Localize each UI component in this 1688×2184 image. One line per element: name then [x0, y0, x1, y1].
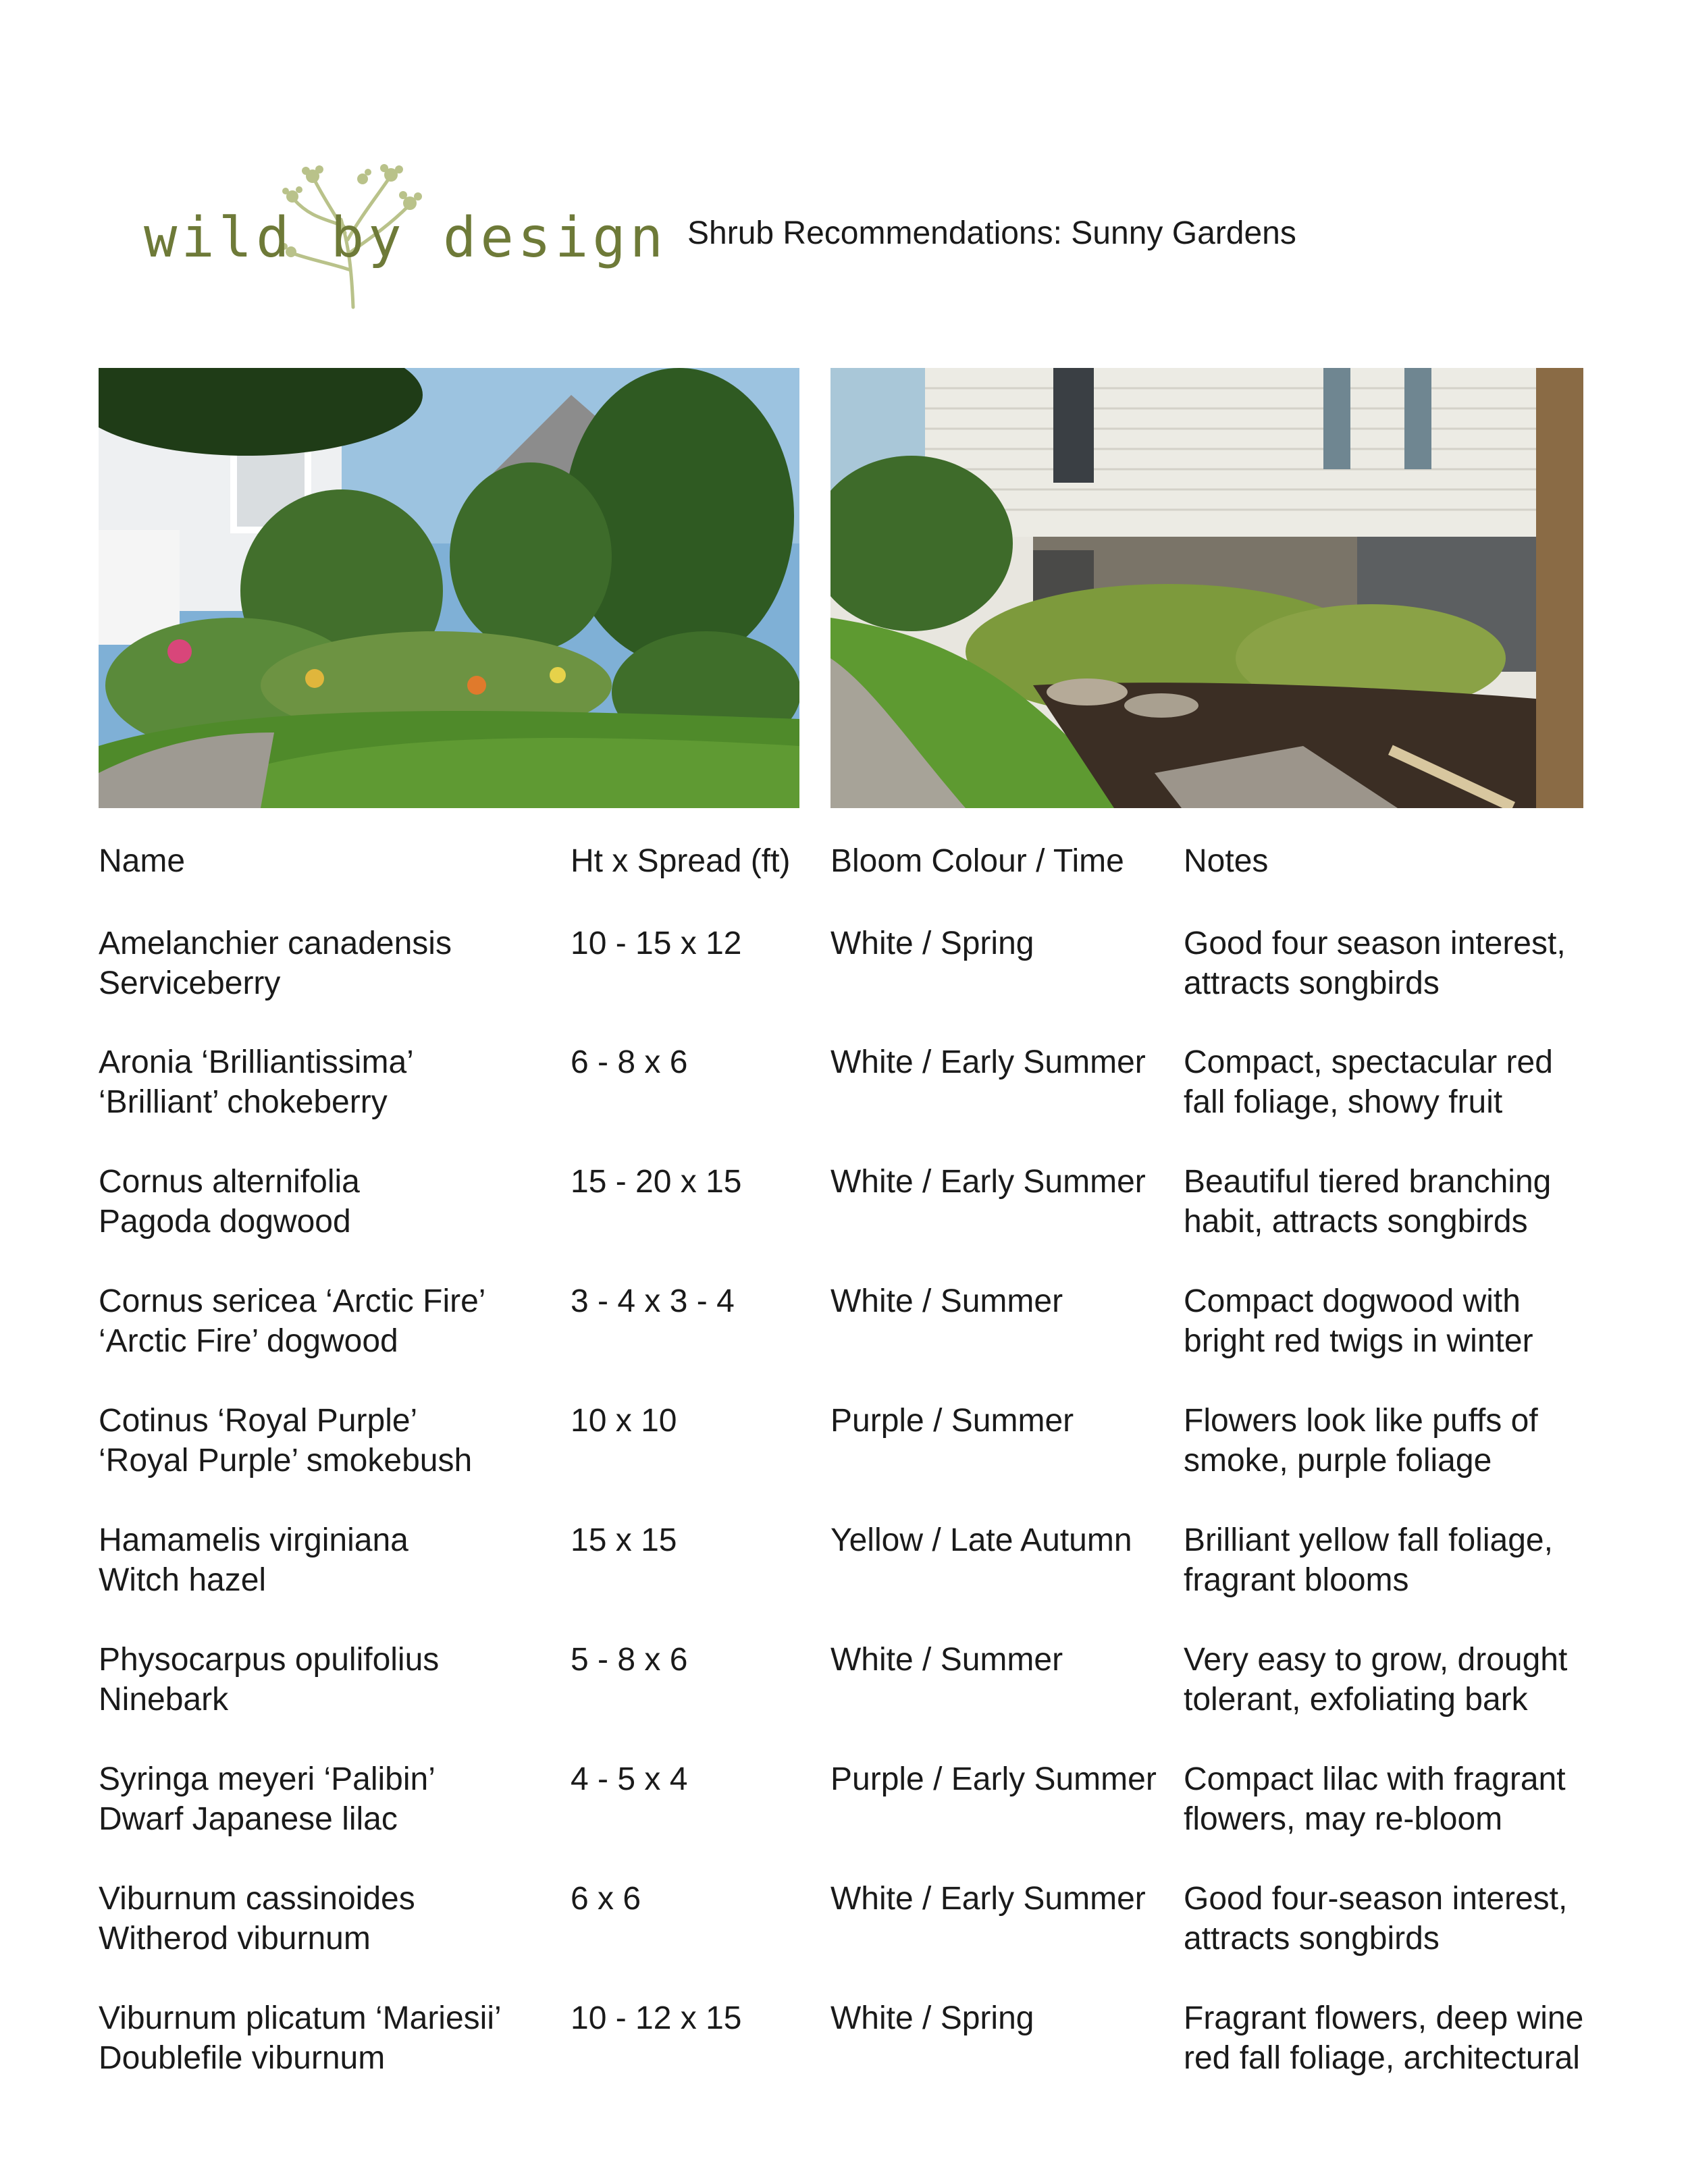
bloom-colour-time: White / Early Summer	[830, 1164, 1146, 1200]
notes-line: Fragrant flowers, deep wine	[1184, 2000, 1584, 2036]
bloom-colour-time: Yellow / Late Autumn	[830, 1522, 1132, 1558]
botanical-name: Viburnum plicatum ‘Mariesii’	[99, 2000, 502, 2036]
bloom-colour-time: White / Summer	[830, 1283, 1063, 1319]
brand-logo	[138, 152, 668, 314]
bloom-colour-time: White / Spring	[830, 926, 1034, 961]
common-name: Ninebark	[99, 1682, 229, 1717]
notes-line: red fall foliage, architectural	[1184, 2040, 1580, 2076]
front-garden-photo	[99, 368, 799, 808]
notes-line: Good four-season interest,	[1184, 1881, 1568, 1917]
notes	[1184, 1162, 1551, 1242]
page-title: Shrub Recommendations: Sunny Gardens	[687, 215, 1296, 251]
botanical-name: Physocarpus opulifolius	[99, 1642, 440, 1678]
notes	[1184, 924, 1566, 1003]
height-spread: 10 x 10	[571, 1403, 677, 1439]
notes-line: fragrant blooms	[1184, 1562, 1409, 1598]
botanical-name: Amelanchier canadensis	[99, 926, 452, 961]
botanical-name: Hamamelis virginiana	[99, 1522, 408, 1558]
notes-line: Beautiful tiered branching	[1184, 1164, 1552, 1200]
shrub-name	[99, 1998, 502, 2078]
common-name: Doublefile viburnum	[99, 2040, 386, 2076]
shrub-name	[99, 1162, 360, 1242]
height-spread: 4 - 5 x 4	[571, 1761, 688, 1797]
shrub-name	[99, 1042, 414, 1122]
notes	[1184, 1640, 1567, 1720]
botanical-name: Cornus alternifolia	[99, 1164, 360, 1200]
height-spread: 10 - 15 x 12	[571, 926, 742, 961]
bloom-colour-time: Purple / Early Summer	[830, 1761, 1157, 1797]
notes-line: Flowers look like puffs of	[1184, 1403, 1538, 1439]
notes	[1184, 1042, 1553, 1122]
notes-line: Very easy to grow, drought	[1184, 1642, 1568, 1678]
shrub-name	[99, 1879, 415, 1959]
side-yard-fern-bed-photo	[830, 368, 1583, 808]
notes-line: Compact dogwood with	[1184, 1283, 1521, 1319]
notes-line: fall foliage, showy fruit	[1184, 1084, 1503, 1120]
notes	[1184, 1401, 1538, 1481]
notes-line: smoke, purple foliage	[1184, 1443, 1492, 1479]
column-header-bloom: Bloom Colour / Time	[830, 843, 1124, 879]
notes-line: attracts songbirds	[1184, 1921, 1440, 1956]
botanical-name: Viburnum cassinoides	[99, 1881, 415, 1917]
common-name: Dwarf Japanese lilac	[99, 1801, 398, 1837]
shrub-name	[99, 1640, 439, 1720]
notes-line: Compact, spectacular red	[1184, 1044, 1553, 1080]
botanical-name: Cornus sericea ‘Arctic Fire’	[99, 1283, 486, 1319]
height-spread: 15 x 15	[571, 1522, 677, 1558]
logo-text: wild by design	[144, 206, 668, 270]
botanical-name: Cotinus ‘Royal Purple’	[99, 1403, 418, 1439]
height-spread: 6 - 8 x 6	[571, 1044, 688, 1080]
common-name: Serviceberry	[99, 965, 281, 1001]
notes-line: Brilliant yellow fall foliage,	[1184, 1522, 1553, 1558]
shrub-name	[99, 1759, 436, 1839]
shrub-name	[99, 1401, 472, 1481]
column-header-size: Ht x Spread (ft)	[571, 843, 791, 879]
bloom-colour-time: White / Early Summer	[830, 1044, 1146, 1080]
height-spread: 3 - 4 x 3 - 4	[571, 1283, 735, 1319]
notes	[1184, 1520, 1553, 1600]
column-header-notes: Notes	[1184, 843, 1269, 879]
notes	[1184, 1879, 1567, 1959]
bloom-colour-time: White / Early Summer	[830, 1881, 1146, 1917]
bloom-colour-time: White / Summer	[830, 1642, 1063, 1678]
botanical-name: Aronia ‘Brilliantissima’	[99, 1044, 414, 1080]
bloom-colour-time: Purple / Summer	[830, 1403, 1074, 1439]
botanical-name: Syringa meyeri ‘Palibin’	[99, 1761, 436, 1797]
notes	[1184, 1759, 1566, 1839]
common-name: Witherod viburnum	[99, 1921, 371, 1956]
notes-line: bright red twigs in winter	[1184, 1323, 1533, 1359]
notes-line: attracts songbirds	[1184, 965, 1440, 1001]
notes-line: tolerant, exfoliating bark	[1184, 1682, 1528, 1717]
notes-line: flowers, may re-bloom	[1184, 1801, 1503, 1837]
height-spread: 5 - 8 x 6	[571, 1642, 688, 1678]
bloom-colour-time: White / Spring	[830, 2000, 1034, 2036]
height-spread: 10 - 12 x 15	[571, 2000, 742, 2036]
notes-line: habit, attracts songbirds	[1184, 1204, 1528, 1240]
shrub-name	[99, 1520, 408, 1600]
height-spread: 15 - 20 x 15	[571, 1164, 742, 1200]
shrub-name	[99, 924, 452, 1003]
notes	[1184, 1998, 1583, 2078]
common-name: ‘Brilliant’ chokeberry	[99, 1084, 388, 1120]
common-name: ‘Arctic Fire’ dogwood	[99, 1323, 398, 1359]
notes	[1184, 1281, 1533, 1361]
column-header-name: Name	[99, 843, 186, 879]
common-name: Pagoda dogwood	[99, 1204, 351, 1240]
shrub-name	[99, 1281, 485, 1361]
height-spread: 6 x 6	[571, 1881, 641, 1917]
notes-line: Good four season interest,	[1184, 926, 1566, 961]
notes-line: Compact lilac with fragrant	[1184, 1761, 1566, 1797]
common-name: Witch hazel	[99, 1562, 267, 1598]
common-name: ‘Royal Purple’ smokebush	[99, 1443, 473, 1479]
